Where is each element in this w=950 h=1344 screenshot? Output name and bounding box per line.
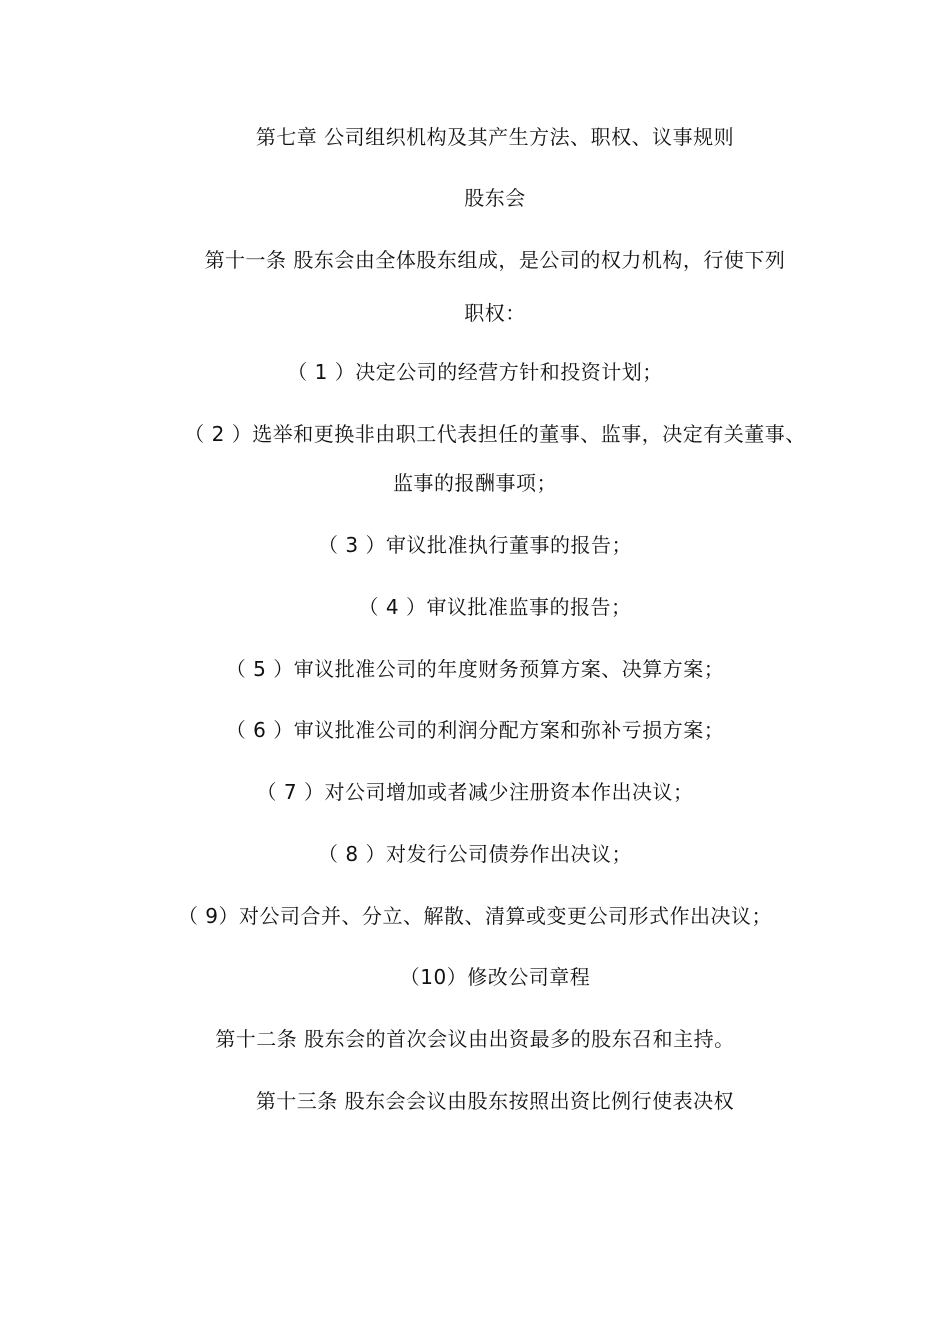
list-item-10: （10）修改公司章程 [399,965,591,989]
article-12: 第十二条 股东会的首次会议由出资最多的股东召和主持。 [215,1027,735,1051]
list-item-5: （ 5 ）审议批准公司的年度财务预算方案、决算方案； [225,657,725,681]
list-item-7: （ 7 ）对公司增加或者减少注册资本作出决议； [256,780,694,804]
list-item-3: （ 3 ）审议批准执行董事的报告； [318,533,632,557]
section-title: 股东会 [464,186,526,210]
list-item-4: （ 4 ）审议批准监事的报告； [358,595,632,619]
list-item-9: （ 9）对公司合并、分立、解散、清算或变更公司形式作出决议； [177,904,773,928]
article-11-line-1: 第十一条 股东会由全体股东组成，是公司的权力机构，行使下列 [204,248,786,272]
article-11-line-2: 职权： [464,301,526,325]
list-item-1: （ 1 ）决定公司的经营方针和投资计划； [287,360,663,384]
list-item-8: （ 8 ）对发行公司债券作出决议； [318,842,632,866]
article-13: 第十三条 股东会会议由股东按照出资比例行使表决权 [255,1089,735,1113]
list-item-2-line-2: 监事的报酬事项； [393,471,557,495]
list-item-6: （ 6 ）审议批准公司的利润分配方案和弥补亏损方案； [225,718,725,742]
chapter-title: 第七章 公司组织机构及其产生方法、职权、议事规则 [255,125,735,149]
list-item-2-line-1: （ 2 ）选举和更换非由职工代表担任的董事、监事，决定有关董事、 [184,422,806,446]
